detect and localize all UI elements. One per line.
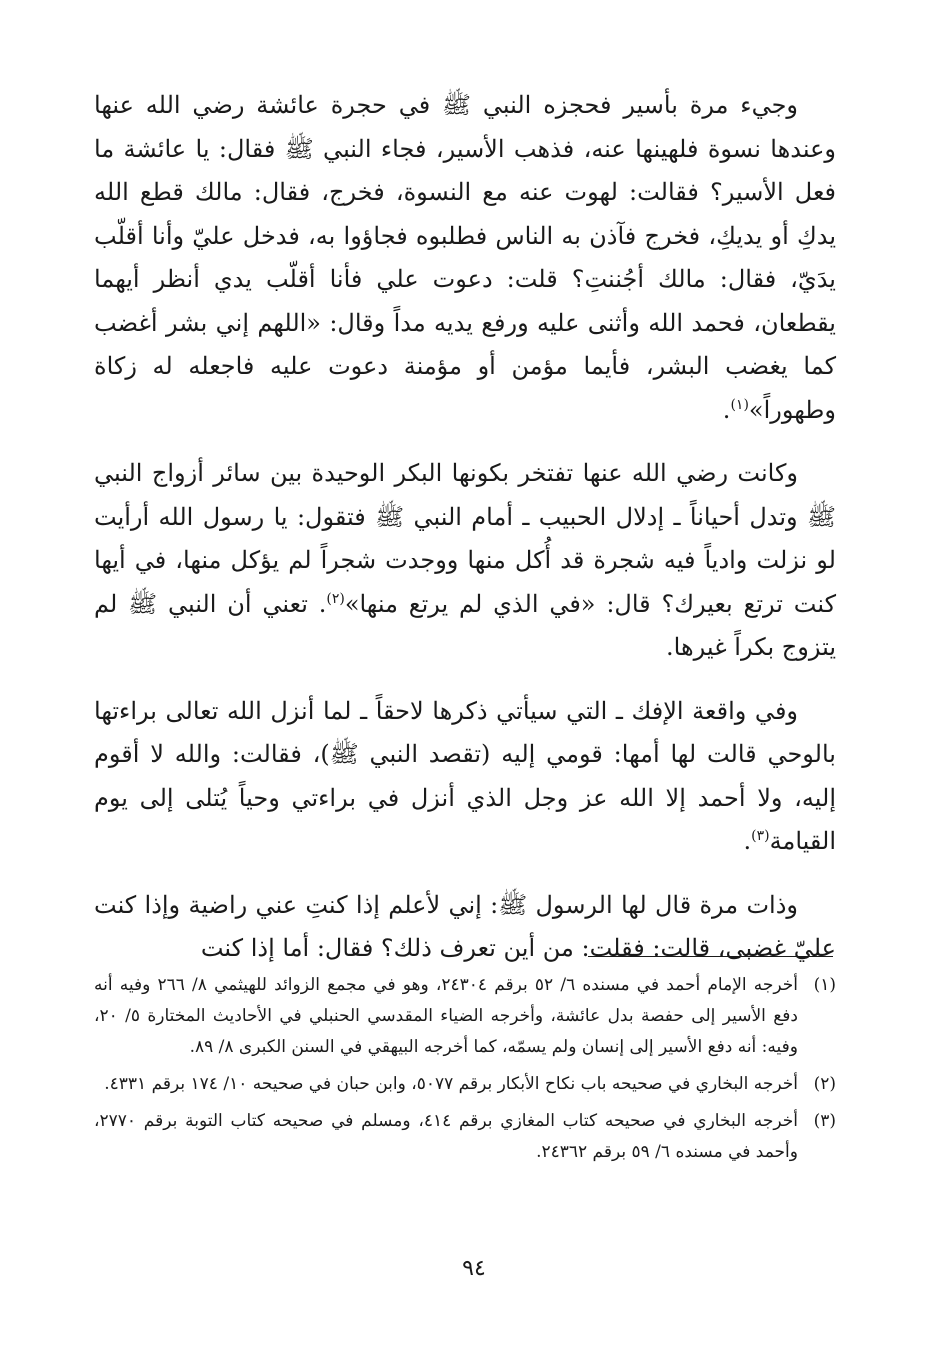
paragraph-text: وكانت رضي الله عنها تفتخر بكونها البكر الوحيدة بين سائر أزواج النبي ﷺ وتدل أحياناً ـ إدلال الحبيب ـ أمام النبي ﷺ فتقول: يا رسول الله أرأيت لو نزلت وادياً فيه شجرة قد أُكل منها ووجدت شجراً لم يؤكل منها، في أيها كنت ترتع بعيرك؟ قال: «في الذي لم يرتع منها» <box>94 459 836 618</box>
footnotes <box>94 970 836 1174</box>
footnote-text: أخرجه البخاري في صحيحه كتاب المغازي برقم ٤١٤، ومسلم في صحيحه كتاب التوبة برقم ٢٧٧٠، وأحمد في مسنده ٦/ ٥٩ برقم ٢٤٣٦٢. <box>94 1111 798 1162</box>
paragraph-end: . <box>743 827 752 855</box>
paragraph-end: . تعني أن النبي ﷺ لم يتزوج بكراً غيرها. <box>94 589 836 661</box>
page-number: ٩٤ <box>462 1256 486 1281</box>
paragraph-pleased <box>94 884 836 971</box>
footnote-number: (٣) <box>813 1111 836 1131</box>
footnote-text: أخرجه البخاري في صحيحه باب نكاح الأبكار برقم ٥٠٧٧، وابن حبان في صحيحه ١٠/ ١٧٤ برقم ٤٣٣١. <box>104 1074 798 1094</box>
paragraph-ifk <box>94 690 836 864</box>
footnote-ref-1[interactable]: (١) <box>730 396 749 413</box>
footnote-3 <box>94 1106 836 1168</box>
footnote-ref-3[interactable]: (٣) <box>751 828 770 844</box>
footnote-ref-2[interactable]: (٢) <box>326 590 345 607</box>
footnote-number: (٢) <box>813 1074 836 1094</box>
footnote-1 <box>94 970 836 1063</box>
paragraph-end: . <box>722 395 731 424</box>
footnote-text: أخرجه الإمام أحمد في مسنده ٦/ ٥٢ برقم ٢٤٣٠٤، وهو في مجمع الزوائد للهيثمي ٨/ ٢٦٦ وفيه أنه دفع الأسير إلى حفصة بدل عائشة، وأخرجه الضياء المقدسي الحنبلي في الأحاديث المختارة ٥/ ٢٠، وفيه: أنه دفع الأسير إلى إنسان ولم يسمّه، كما أخرجه البيهقي في السنن الكبرى ٨/ ٨٩. <box>94 975 799 1057</box>
footnote-2 <box>94 1069 836 1100</box>
paragraph-text: وذات مرة قال لها الرسول ﷺ: إني لأعلم إذا كنتِ عني راضية وإذا كنت عليّ غضبى، قالت: فقلت: من أين تعرف ذلك؟ فقال: أما إذا كنت <box>94 890 836 962</box>
paragraph-text: وفي واقعة الإفك ـ التي سيأتي ذكرها لاحقاً ـ لما أنزل الله تعالى براءتها بالوحي قالت لها أمها: قومي إليه (تقصد النبي ﷺ)، فقالت: والله لا أقوم إليه، ولا أحمد إلا الله عز وجل الذي أنزل في براءتي وحياً يُتلى إلى يوم القيامة <box>94 696 837 855</box>
footnote-number: (١) <box>813 975 836 995</box>
paragraph-virgin <box>94 452 836 670</box>
paragraph-text: وجيء مرة بأسير فحجزه النبي ﷺ في حجرة عائشة رضي الله عنها وعندها نسوة فلهينها عنه، فذهب الأسير، فجاء النبي ﷺ فقال: يا عائشة ما فعل الأسير؟ فقالت: لهوت عنه مع النسوة، فخرج، فقال: مالك قطع الله يدكِ أو يديكِ، فخرج فآذن به الناس فطلبوه فجاؤوا به، فدخل عليّ وأنا أقلّب يدَيّ، فقال: مالك أجُننتِ؟ قلت: دعوت علي فأنا أقلّب يدي أنظر أيهما يقطعان، فحمد الله وأثنى عليه ورفع يديه مداً وقال: «اللهم إني بشر أغضب كما يغضب البشر، فأيما مؤمن أو مؤمنة دعوت عليه فاجعله له زكاة وطهوراً» <box>94 91 836 424</box>
footnote-divider <box>588 956 833 957</box>
page-body <box>94 84 836 991</box>
paragraph-captive <box>94 84 836 432</box>
